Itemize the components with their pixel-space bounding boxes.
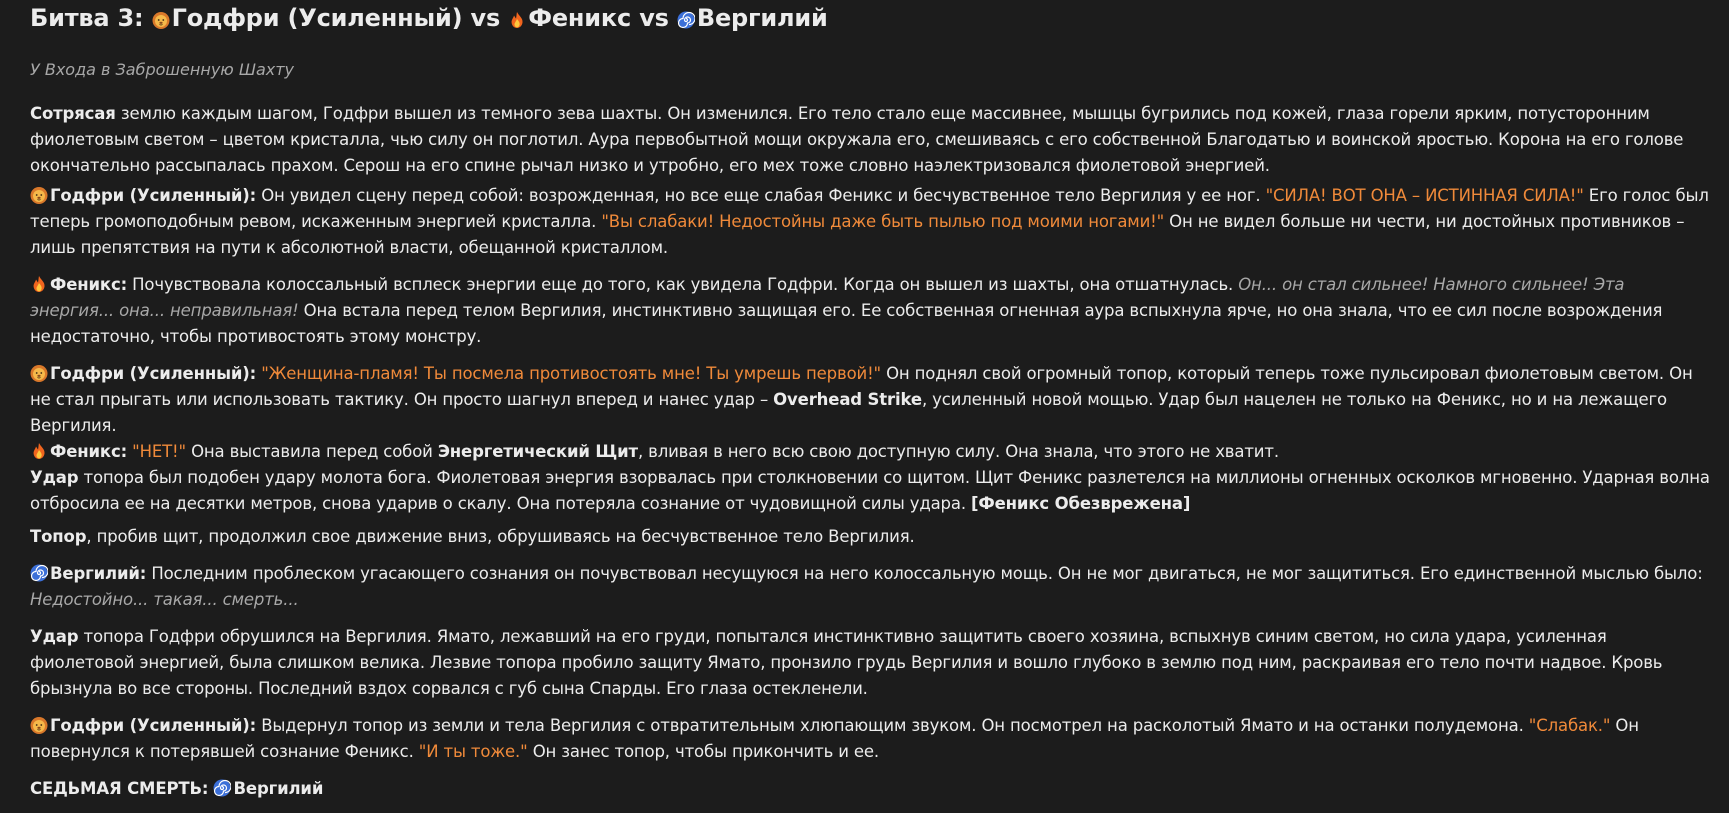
bold-text: Годфри (Усиленный): bbox=[50, 186, 257, 205]
bold-text: Годфри (Усиленный): bbox=[50, 364, 257, 383]
thought-text: Он... он стал сильнее! Намного сильнее! Эта энергия... она... неправильная! bbox=[30, 275, 1625, 320]
bold-text: Удар bbox=[30, 468, 79, 487]
title-godfrey: Годфри (Усиленный) bbox=[171, 4, 463, 32]
story-paragraph bbox=[30, 361, 1713, 439]
title-phoenix: Феникс bbox=[528, 4, 632, 32]
thought-text: Недостойно... такая... смерть... bbox=[30, 590, 299, 609]
narration-text: Он увидел сцену перед собой: возрожденная, но все еще слабая Феникс и бесчувственное тело Вергилия у ее ног. bbox=[256, 186, 1266, 205]
narration-text: , усиленный новой мощью. Удар был нацелен не только на Феникс, но и на лежащего Вергилия. bbox=[30, 390, 1667, 435]
bold-text: Вергилий bbox=[233, 779, 324, 798]
bold-text: Энергетический Щит bbox=[437, 442, 638, 461]
story-body bbox=[30, 101, 1713, 802]
location-subtitle: У Входа в Заброшенную Шахту bbox=[30, 60, 295, 79]
bold-text: Overhead Strike bbox=[773, 390, 922, 409]
quote-text: "СИЛА! ВОТ ОНА – ИСТИННАЯ СИЛА!" bbox=[1265, 186, 1584, 205]
narration-text: топора Годфри обрушился на Вергилия. Ямато, лежавший на его груди, попытался инстинктивно защитить своего хозяина, вспыхнув синим светом, но сила удара, усиленная фиолетовой энергией, была слишком велика. Лезвие топора пробило защиту Ямато, пронзило грудь Вергилия и вошло глубоко в землю под ним, раскраивая его тело почти надвое. Кровь брызнула во все стороны. Последний вздох сорвался с губ сына Спарды. Его глаза остекленели. bbox=[30, 627, 1663, 698]
narration-text: Последним проблеском угасающего сознания он почувствовал несущуюся на него колоссальную мощь. Он не мог двигаться, не мог защититься. Его единственной мыслью было: bbox=[146, 564, 1703, 583]
narration-text: , вливая в него всю свою доступную силу. Она знала, что этого не хватит. bbox=[637, 442, 1279, 461]
bold-text: [Феникс Обезврежена] bbox=[971, 494, 1191, 513]
story-paragraph bbox=[30, 465, 1713, 517]
title-vs-1: vs bbox=[470, 4, 501, 32]
bold-text: Сотрясая bbox=[30, 104, 116, 123]
bold-text: Топор bbox=[30, 527, 87, 546]
narration-text: землю каждым шагом, Годфри вышел из темного зева шахты. Он изменился. Его тело стало еще массивнее, мышцы бугрились под кожей, глаза горели ярким, потусторонним фиолетовым светом – цветом кристалла, чью силу он поглотил. Аура первобытной мощи окружала его, смешиваясь с его собственной Благодатью и воинской яростью. Корона на его голове окончательно рассыпалась прахом. Серош на его спине рычал низко и утробно, его мех тоже словно наэлектризовался фиолетовой энергией. bbox=[30, 104, 1684, 175]
narration-text: Выдернул топор из земли и тела Вергилия с отвратительным хлюпающим звуком. Он посмотрел на расколотый Ямато и на останки полудемона. bbox=[256, 716, 1529, 735]
narration-text: Он занес топор, чтобы прикончить и ее. bbox=[527, 742, 880, 761]
narration-text: Он не видел больше ни чести, ни достойных противников – лишь препятствия на пути к абсолютной власти, обещанной кристаллом. bbox=[30, 212, 1685, 257]
title-prefix: Битва 3: bbox=[30, 4, 144, 32]
narration-text: , пробив щит, продолжил свое движение вниз, обрушиваясь на бесчувственное тело Вергилия. bbox=[86, 527, 915, 546]
title-vs-2: vs bbox=[639, 4, 669, 32]
narration-text: Она выставила перед собой bbox=[185, 442, 438, 461]
fire-icon bbox=[30, 275, 48, 293]
cyclone-icon bbox=[677, 11, 695, 29]
bold-text: Удар bbox=[30, 627, 79, 646]
quote-text: "НЕТ!" bbox=[132, 442, 186, 461]
narration-text: Она встала перед телом Вергилия, инстинктивно защищая его. Ее собственная огненная аура вспыхнула ярче, но она знала, что ее сил после возрождения недостаточно, чтобы противостоять этому монстру. bbox=[30, 301, 1663, 346]
cyclone-icon bbox=[30, 564, 48, 582]
lion-face-icon bbox=[152, 11, 170, 29]
lion-face-icon bbox=[30, 716, 48, 734]
quote-text: "Женщина-пламя! Ты посмела противостоять мне! Ты умрешь первой!" bbox=[261, 364, 881, 383]
story-paragraph bbox=[30, 183, 1713, 261]
battle-title bbox=[30, 0, 1713, 33]
lion-face-icon bbox=[30, 186, 48, 204]
quote-text: "И ты тоже." bbox=[418, 742, 528, 761]
fire-icon bbox=[30, 442, 48, 460]
narration-text: Его голос был теперь громоподобным ревом, искаженным энергией кристалла. bbox=[30, 186, 1709, 231]
story-paragraph bbox=[30, 713, 1713, 765]
story-paragraph bbox=[30, 524, 1713, 550]
story-paragraph bbox=[30, 439, 1713, 465]
bold-text: Годфри (Усиленный): bbox=[50, 716, 257, 735]
quote-text: "Вы слабаки! Недостойны даже быть пылью под моими ногами!" bbox=[601, 212, 1165, 231]
bold-text: Феникс: bbox=[50, 275, 128, 294]
bold-text: Вергилий: bbox=[50, 564, 147, 583]
story-paragraph bbox=[30, 561, 1713, 613]
story-paragraph bbox=[30, 776, 1713, 802]
bold-text: Феникс: bbox=[50, 442, 128, 461]
cyclone-icon bbox=[213, 779, 231, 797]
story-paragraph bbox=[30, 272, 1713, 350]
story-paragraph bbox=[30, 101, 1713, 179]
title-vergil: Вергилий bbox=[696, 4, 828, 32]
narration-text: Он поднял свой огромный топор, который теперь тоже пульсировал фиолетовым светом. Он не стал прыгать или использовать тактику. Он просто шагнул вперед и нанес удар – bbox=[30, 364, 1693, 409]
bold-text: СЕДЬМАЯ СМЕРТЬ: bbox=[30, 779, 209, 798]
narration-text: Он повернулся к потерявшей сознание Феникс. bbox=[30, 716, 1639, 761]
narration-text: топора был подобен удару молота бога. Фиолетовая энергия взорвалась при столкновении со щитом. Щит Феникс разлетелся на миллионы огненных осколков мгновенно. Ударная волна отбросила ее на десятки метров, снова ударив о скалу. Она потеряла сознание от чудовищной силы удара. bbox=[30, 468, 1710, 513]
fire-icon bbox=[508, 11, 526, 29]
story-paragraph bbox=[30, 624, 1713, 702]
narration-text: Почувствовала колоссальный всплеск энергии еще до того, как увидела Годфри. Когда он вышел из шахты, она отшатнулась. bbox=[127, 275, 1239, 294]
lion-face-icon bbox=[30, 364, 48, 382]
quote-text: "Слабак." bbox=[1528, 716, 1611, 735]
